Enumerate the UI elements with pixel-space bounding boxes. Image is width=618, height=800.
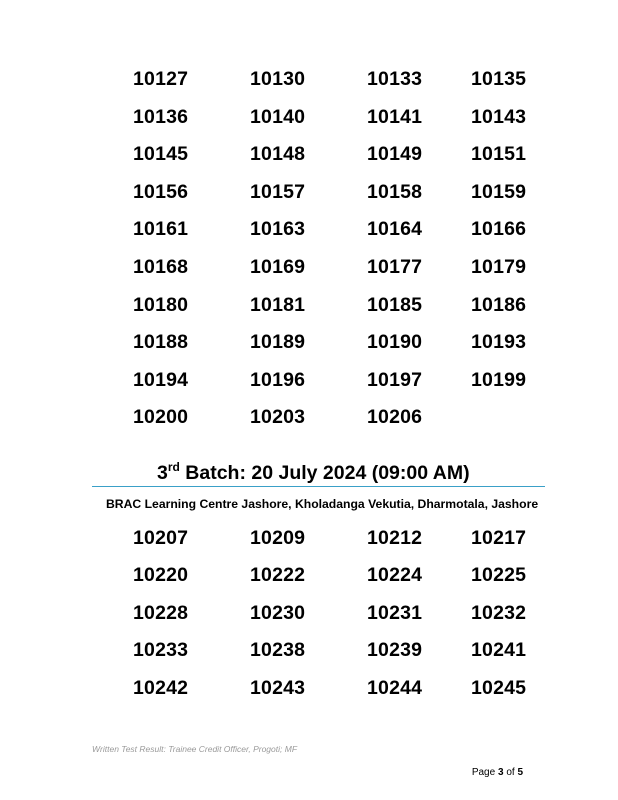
roll-number: 10203 — [250, 406, 306, 429]
roll-number: 10196 — [250, 368, 306, 391]
roll-number: 10177 — [367, 256, 423, 278]
roll-number: 10140 — [250, 105, 306, 128]
roll-number: 10228 — [133, 601, 189, 624]
roll-row — [0, 673, 618, 703]
roll-number: 10166 — [471, 218, 527, 241]
roll-number: 10232 — [471, 601, 527, 624]
roll-number: 10158 — [367, 180, 423, 203]
roll-number: 10188 — [133, 331, 189, 354]
roll-number: 10157 — [250, 180, 306, 203]
roll-number: 10135 — [471, 68, 527, 90]
roll-number: 10197 — [367, 368, 423, 391]
roll-number: 10156 — [133, 180, 189, 203]
batch-ordinal-suffix: rd — [167, 459, 180, 474]
roll-number: 10209 — [250, 527, 306, 549]
page-total: 5 — [517, 767, 523, 778]
roll-number: 10200 — [133, 406, 189, 429]
roll-number: 10225 — [471, 564, 527, 587]
roll-number: 10163 — [250, 218, 306, 241]
roll-number: 10224 — [367, 564, 423, 587]
roll-row — [0, 252, 618, 282]
roll-row — [0, 214, 618, 244]
roll-number: 10212 — [367, 527, 423, 549]
roll-number: 10230 — [250, 601, 306, 624]
roll-number: 10241 — [471, 639, 527, 662]
heading-divider — [92, 486, 545, 487]
roll-number: 10242 — [133, 676, 189, 699]
roll-number: 10222 — [250, 564, 306, 587]
batch-heading-text: Batch: 20 July 2024 (09:00 AM) — [179, 462, 470, 484]
roll-row — [0, 327, 618, 357]
roll-number: 10190 — [367, 331, 423, 354]
roll-number: 10168 — [133, 256, 189, 278]
roll-number: 10169 — [250, 256, 306, 278]
roll-number: 10217 — [471, 527, 527, 549]
roll-number: 10133 — [367, 68, 423, 90]
roll-number: 10206 — [367, 406, 423, 429]
footer-note: Written Test Result: Trainee Credit Officer, Progoti; MF — [92, 744, 298, 754]
batch-number: 3 — [157, 462, 168, 484]
roll-number: 10244 — [367, 676, 423, 699]
roll-number: 10159 — [471, 180, 527, 203]
roll-number: 10145 — [133, 143, 189, 166]
roll-number: 10186 — [471, 293, 527, 316]
roll-row — [0, 523, 618, 553]
roll-row — [0, 635, 618, 665]
roll-number: 10143 — [471, 105, 527, 128]
roll-number: 10127 — [133, 68, 189, 90]
roll-number: 10194 — [133, 368, 189, 391]
page-word: Page — [471, 767, 496, 778]
page-of: of — [506, 767, 515, 778]
roll-row — [0, 290, 618, 320]
roll-number: 10148 — [250, 143, 306, 166]
roll-row — [0, 560, 618, 590]
roll-row — [0, 139, 618, 169]
roll-number: 10161 — [133, 218, 189, 241]
roll-number: 10136 — [133, 105, 189, 128]
roll-number: 10199 — [471, 368, 527, 391]
roll-row — [0, 102, 618, 132]
roll-number: 10207 — [133, 527, 189, 549]
roll-number: 10141 — [367, 105, 423, 128]
roll-number: 10151 — [471, 143, 527, 166]
roll-row — [0, 64, 618, 94]
roll-number: 10189 — [250, 331, 306, 354]
roll-row — [0, 365, 618, 395]
roll-row — [0, 402, 618, 432]
roll-row — [0, 177, 618, 207]
roll-number: 10149 — [367, 143, 423, 166]
batch-heading — [157, 460, 470, 486]
roll-number: 10164 — [367, 218, 423, 241]
roll-number: 10238 — [250, 639, 306, 662]
roll-number: 10245 — [471, 676, 527, 699]
roll-number: 10220 — [133, 564, 189, 587]
roll-number: 10179 — [471, 256, 527, 278]
roll-row — [0, 598, 618, 628]
roll-number: 10231 — [367, 601, 423, 624]
roll-number: 10243 — [250, 676, 306, 699]
roll-number: 10180 — [133, 293, 189, 316]
roll-number: 10193 — [471, 331, 527, 354]
roll-number: 10239 — [367, 639, 423, 662]
roll-number: 10181 — [250, 293, 306, 316]
roll-number: 10185 — [367, 293, 423, 316]
page-number — [472, 766, 523, 780]
roll-number: 10233 — [133, 639, 189, 662]
batch-venue: BRAC Learning Centre Jashore, Kholadanga Vekutia, Dharmotala, Jashore — [106, 497, 539, 511]
roll-number: 10130 — [250, 68, 306, 90]
page-current: 3 — [497, 767, 504, 778]
